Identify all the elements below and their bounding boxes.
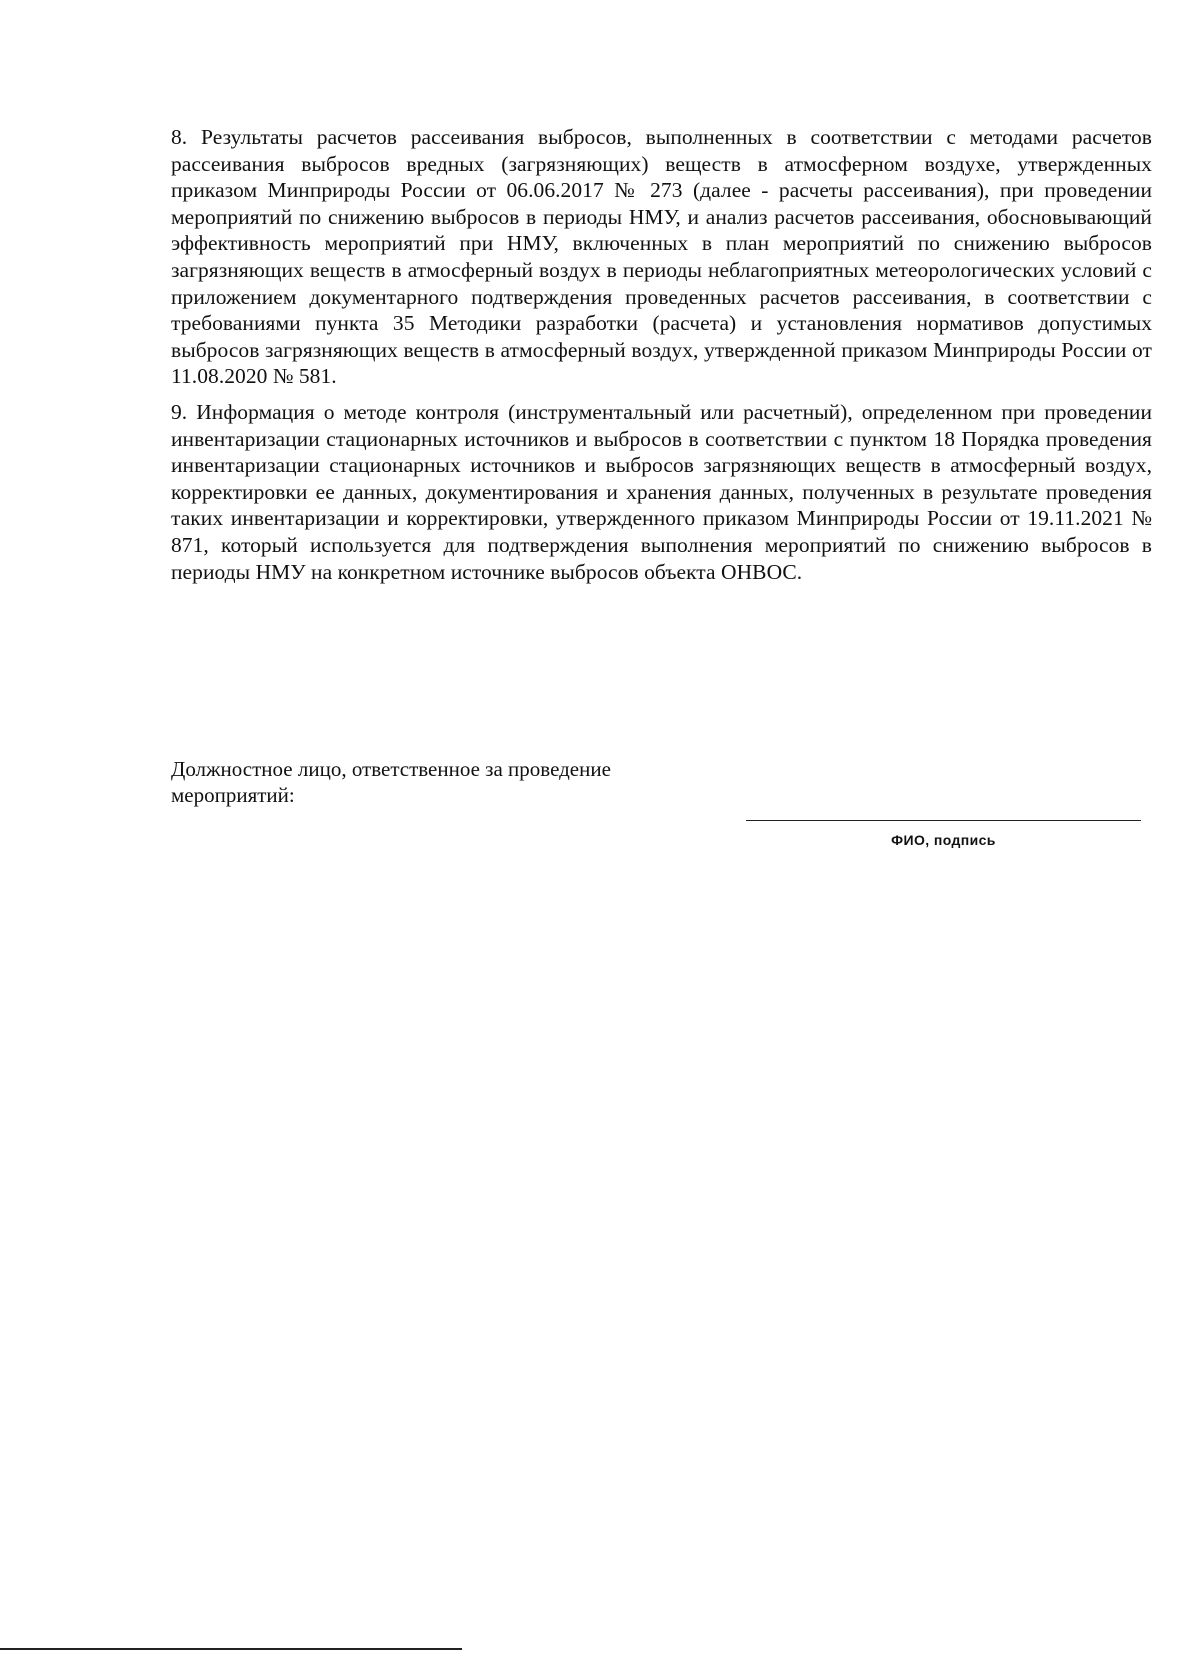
responsible-official-line-2: мероприятий:	[171, 783, 295, 807]
paragraph-8: 8. Результаты расчетов рассеивания выбросов, выполненных в соответствии с методами расчетов рассеивания выбросов вредных (загрязняющих) веществ в атмосферном воздухе, утвержденных приказом Минприроды России от 06.06.2017 № 273 (далее - расчеты рассеивания), при проведении мероприятий по снижению выбросов в периоды НМУ, и анализ расчетов рассеивания, обосновывающий эффективность мероприятий при НМУ, включенных в план мероприятий по снижению выбросов загрязняющих веществ в атмосферный воздух в периоды неблагоприятных метеорологических условий с приложением документарного подтверждения проведенных расчетов рассеивания, в соответствии с требованиями пункта 35 Методики разработки (расчета) и установления нормативов допустимых выбросов загрязняющих веществ в атмосферный воздух, утвержденной приказом Минприроды России от 11.08.2020 № 581.	[171, 125, 1152, 389]
document-body	[171, 124, 1152, 594]
signature-line	[746, 820, 1141, 821]
responsible-official-line-1: Должностное лицо, ответственное за проведение	[171, 757, 611, 781]
bottom-edge-rule	[0, 1648, 462, 1650]
responsible-official-label	[171, 756, 711, 808]
signature-caption: ФИО, подпись	[891, 832, 996, 848]
paragraph-9: 9. Информация о методе контроля (инструментальный или расчетный), определенном при проведении инвентаризации стационарных источников и выбросов в соответствии с пунктом 18 Порядка проведения инвентаризации стационарных источников и выбросов загрязняющих веществ в атмосферный воздух, корректировки ее данных, документирования и хранения данных, полученных в результате проведения таких инвентаризации и корректировки, утвержденного приказом Минприроды России от 19.11.2021 № 871, который используется для подтверждения выполнения мероприятий по снижению выбросов в периоды НМУ на конкретном источнике выбросов объекта ОНВОС.	[171, 399, 1152, 584]
